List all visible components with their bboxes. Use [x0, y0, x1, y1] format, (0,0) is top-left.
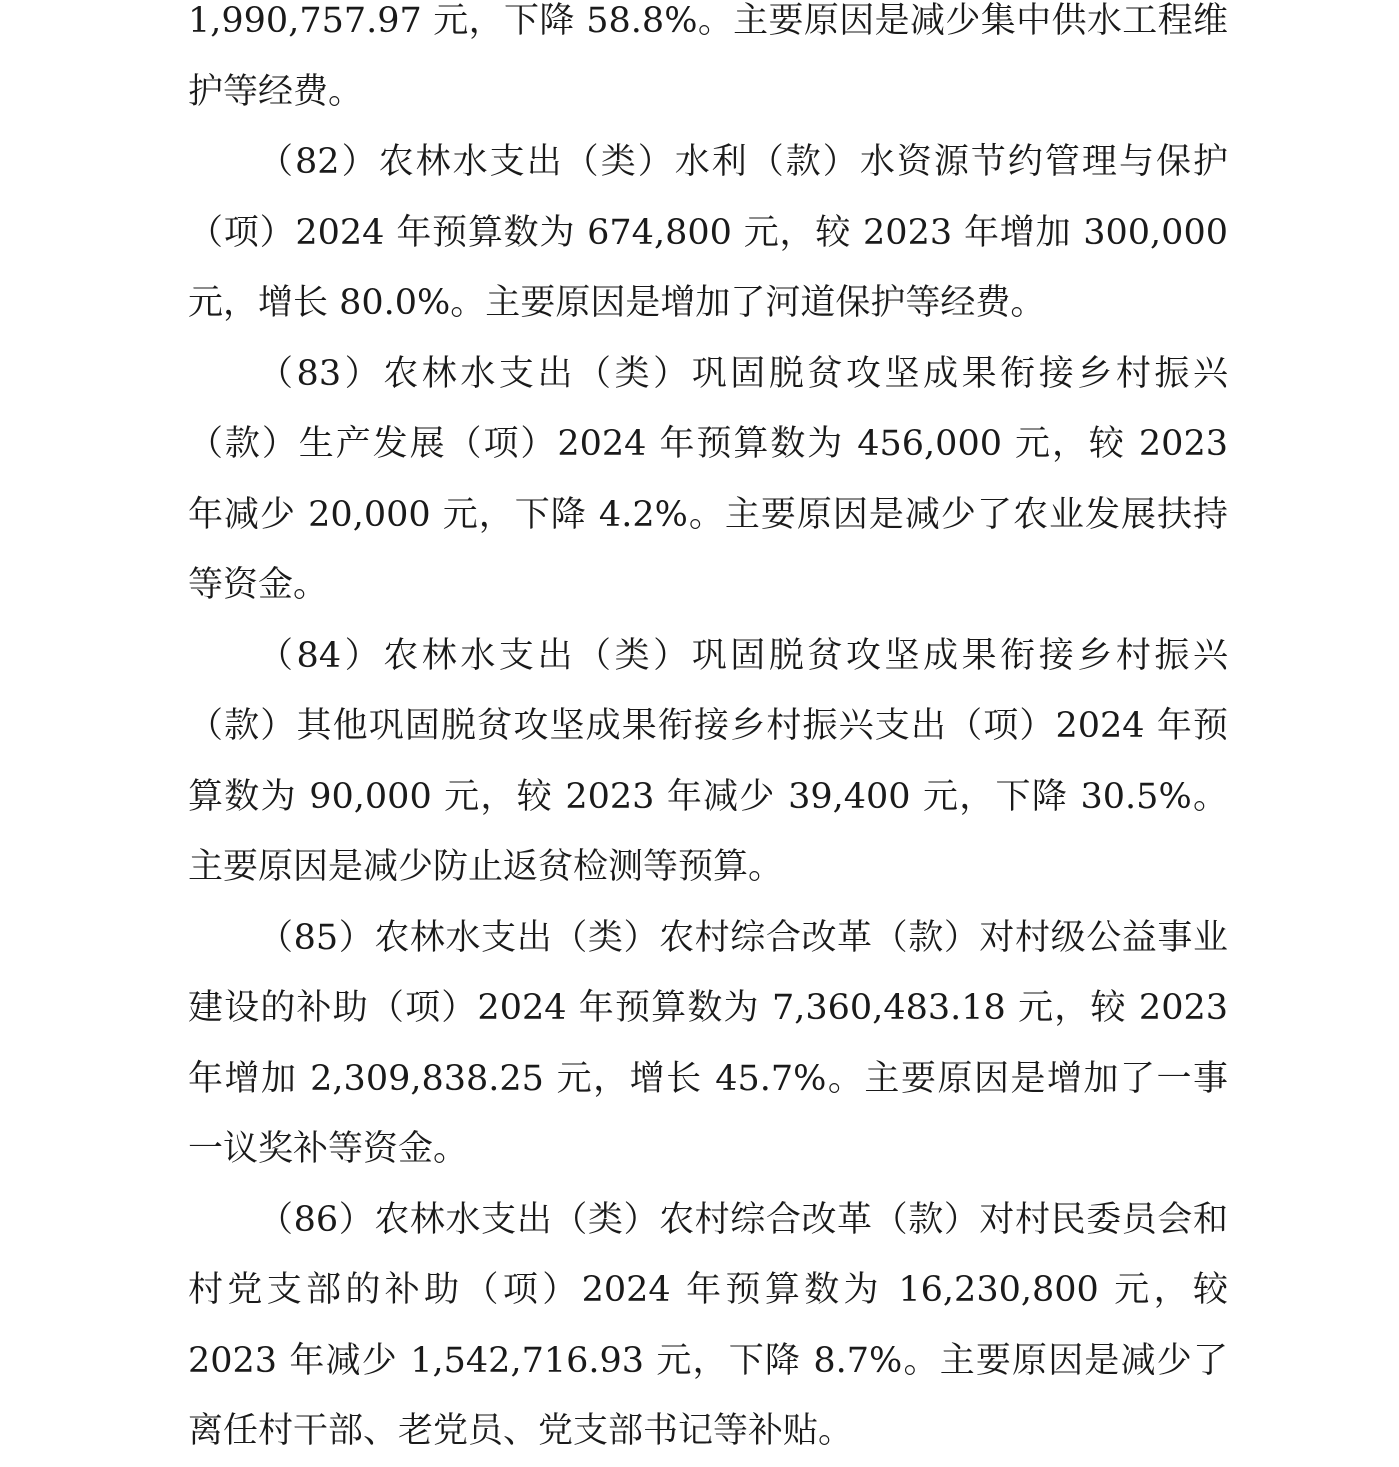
paragraph-item-83: （83）农林水支出（类）巩固脱贫攻坚成果衔接乡村振兴（款）生产发展（项）2024 年预算数为 456,000 元，较 2023 年减少 20,000 元，下降 4.2%。主要原因是减少了农业发展扶持等资金。	[188, 353, 1228, 605]
paragraph-continued: 1,990,757.97 元，下降 58.8%。主要原因是减少集中供水工程维护等经费。	[188, 1, 1228, 112]
paragraph-item-84: （84）农林水支出（类）巩固脱贫攻坚成果衔接乡村振兴（款）其他巩固脱贫攻坚成果衔接乡村振兴支出（项）2024 年预算数为 90,000 元，较 2023 年减少 39,400 元，下降 30.5%。主要原因是减少防止返贫检测等预算。	[188, 635, 1228, 887]
paragraph-item-86: （86）农林水支出（类）农村综合改革（款）对村民委员会和村党支部的补助（项）2024 年预算数为 16,230,800 元，较 2023 年减少 1,542,716.93 元，下降 8.7%。主要原因是减少了离任村干部、老党员、党支部书记等补贴。	[188, 1199, 1228, 1451]
paragraph-item-82: （82）农林水支出（类）水利（款）水资源节约管理与保护（项）2024 年预算数为 674,800 元，较 2023 年增加 300,000 元，增长 80.0%。主要原因是增加了河道保护等经费。	[188, 142, 1228, 323]
document-page	[188, 0, 1228, 1467]
paragraph-item-85: （85）农林水支出（类）农村综合改革（款）对村级公益事业建设的补助（项）2024 年预算数为 7,360,483.18 元，较 2023 年增加 2,309,838.25 元，增长 45.7%。主要原因是增加了一事一议奖补等资金。	[188, 917, 1228, 1169]
